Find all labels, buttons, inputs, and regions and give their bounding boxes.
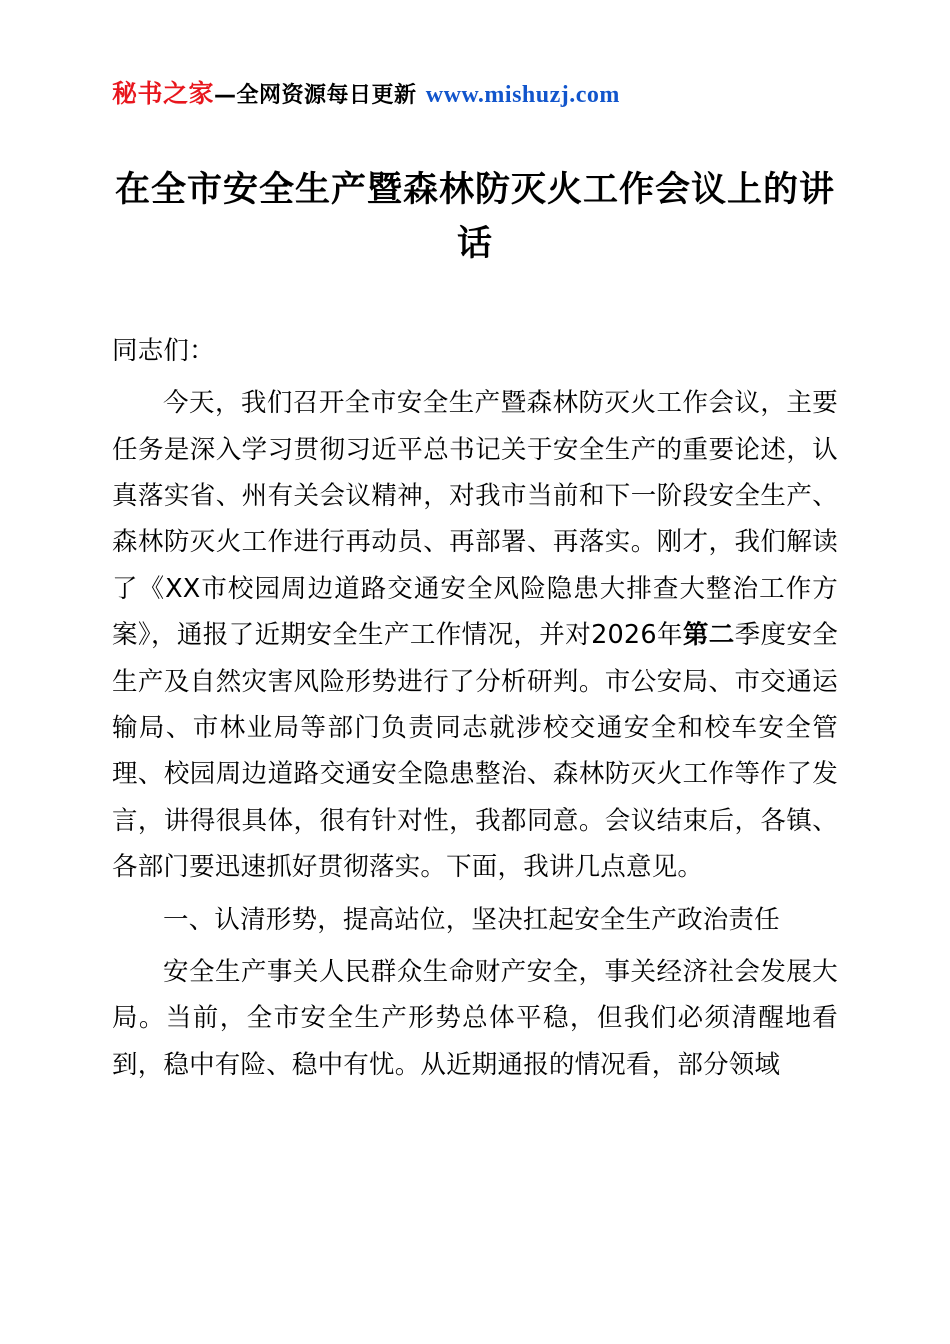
watermark-brand: 秘书之家	[112, 79, 215, 108]
paragraph-section-heading-1	[112, 897, 838, 943]
watermark-url[interactable]: www.mishuzj.com	[425, 82, 620, 108]
salutation: 同志们：	[112, 335, 215, 366]
paragraph-3	[112, 949, 838, 1088]
paragraph-1	[112, 380, 838, 890]
site-watermark	[112, 78, 838, 111]
watermark-tagline: 全网资源每日更新	[236, 83, 417, 108]
text-run: 季度安全生产及自然灾害风险形势进行了分析研判。市公安局、市交通运输局、市林业局等部门负责同志就涉校交通安全和校车安全管理、校园周边道路交通安全隐患整治、森林防灭火工作等作了发言，讲得很具体，很有针对性，我都同意。会议结束后，各镇、各部门要迅速抓好贯彻落实。下面，我讲几点意见。	[112, 620, 838, 883]
text-run: 今天，我们召开全市安全生产暨森林防灭火工作会议，主要任务是深入学习贯彻习近平总书记关于安全生产的重要论述，认真落实省、州有关会议精神，对我市当前和下一阶段安全生产、森林防灭火工作进行再动员、再部署、再落实。刚才，我们解读了《XX市校园周边道路交通安全风险隐患大排查大整治工作方案》，通报了近期安全生产工作情况，并对2026年	[112, 388, 838, 651]
page-title: 在全市安全生产暨森林防灭火工作会议上的讲话	[114, 170, 835, 265]
document-body	[112, 328, 838, 1089]
watermark-separator: —	[214, 83, 237, 108]
text-run: 第二	[682, 620, 735, 651]
text-run: 安全生产事关人民群众生命财产安全，事关经济社会发展大局。当前，全市安全生产形势总体平稳，但我们必须清醒地看到，稳中有险、稳中有忧。从近期通报的情况看，部分领域	[112, 956, 838, 1080]
text-run: 一、认清形势，提高站位，坚决扛起安全生产政治责任	[163, 904, 780, 935]
